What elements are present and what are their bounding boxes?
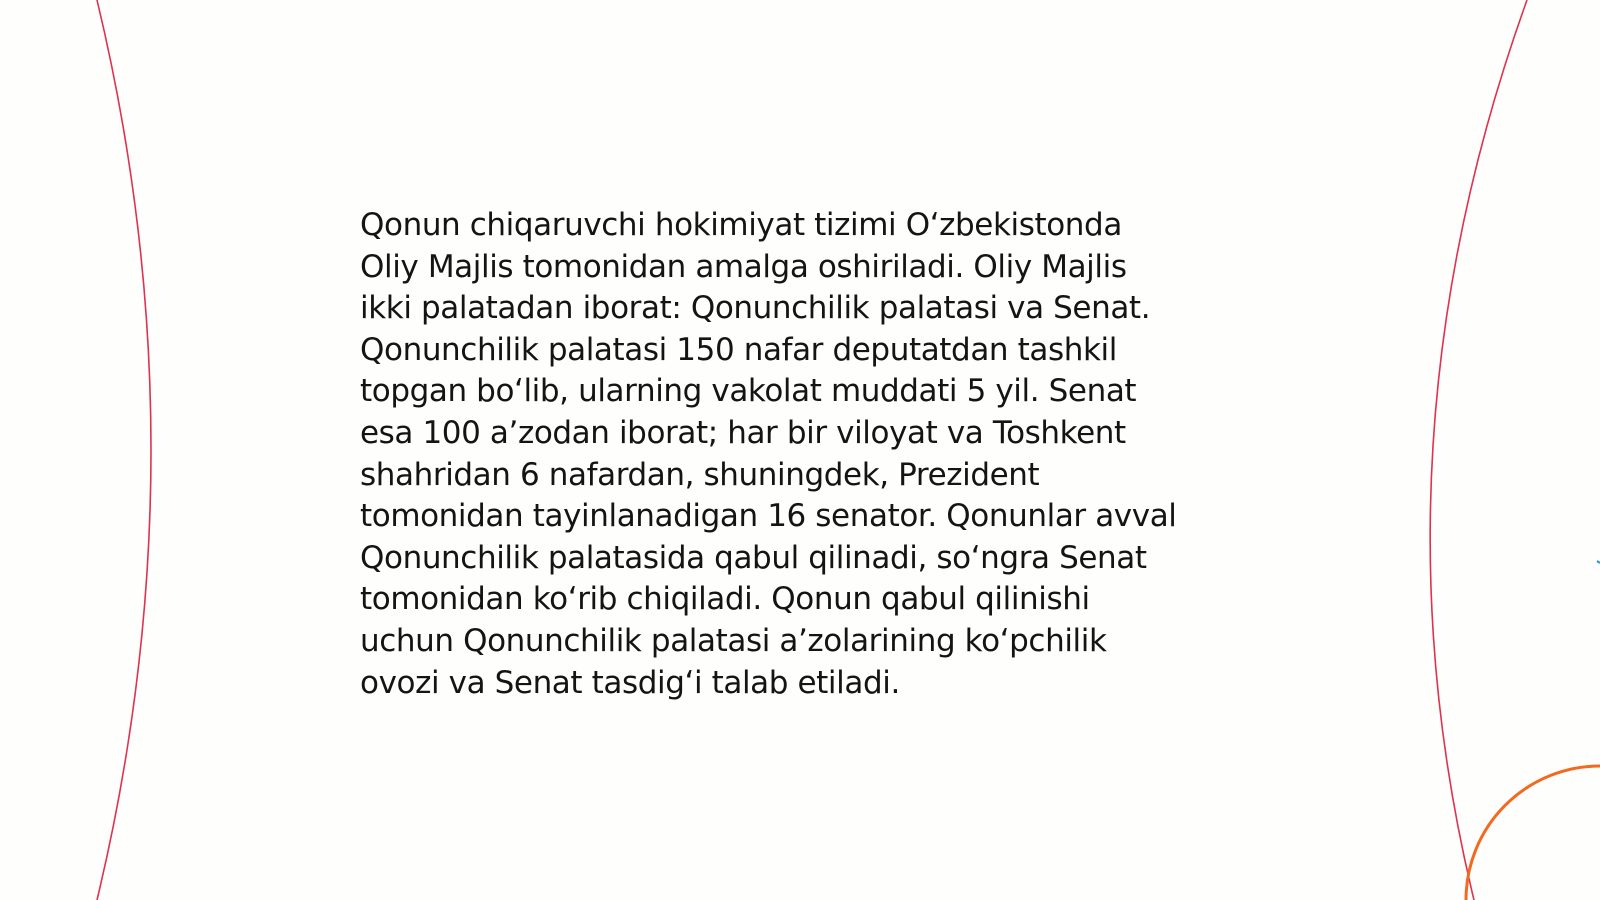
body-line: esa 100 a’zodan iborat; har bir viloyat va Toshkent: [360, 414, 1126, 451]
body-line: ovozi va Senat tasdig‘i talab etiladi.: [360, 664, 900, 701]
body-line: Qonunchilik palatasi 150 nafar deputatdan tashkil: [360, 331, 1117, 368]
corner-ring: [1466, 766, 1600, 900]
body-line: ikki palatadan iborat: Qonunchilik palatasi va Senat.: [360, 290, 1151, 327]
body-paragraph: [360, 205, 1240, 704]
left-arc-line: [97, 0, 151, 900]
body-line: shahridan 6 nafardan, shuningdek, Prezident: [360, 456, 1040, 493]
body-line: Qonun chiqaruvchi hokimiyat tizimi O‘zbekistonda: [360, 207, 1122, 243]
body-line: Qonunchilik palatasida qabul qilinadi, so‘ngra Senat: [360, 539, 1147, 576]
body-line: topgan bo‘lib, ularning vakolat muddati 5 yil. Senat: [360, 373, 1137, 410]
body-line: tomonidan ko‘rib chiqiladi. Qonun qabul qilinishi: [360, 581, 1090, 618]
right-arc-line: [1430, 0, 1527, 900]
body-line: uchun Qonunchilik palatasi a’zolarining ko‘pchilik: [360, 622, 1107, 659]
body-line: Oliy Majlis tomonidan amalga oshiriladi. Oliy Majlis: [360, 248, 1127, 285]
body-line: tomonidan tayinlanadigan 16 senator. Qonunlar avval: [360, 498, 1177, 535]
